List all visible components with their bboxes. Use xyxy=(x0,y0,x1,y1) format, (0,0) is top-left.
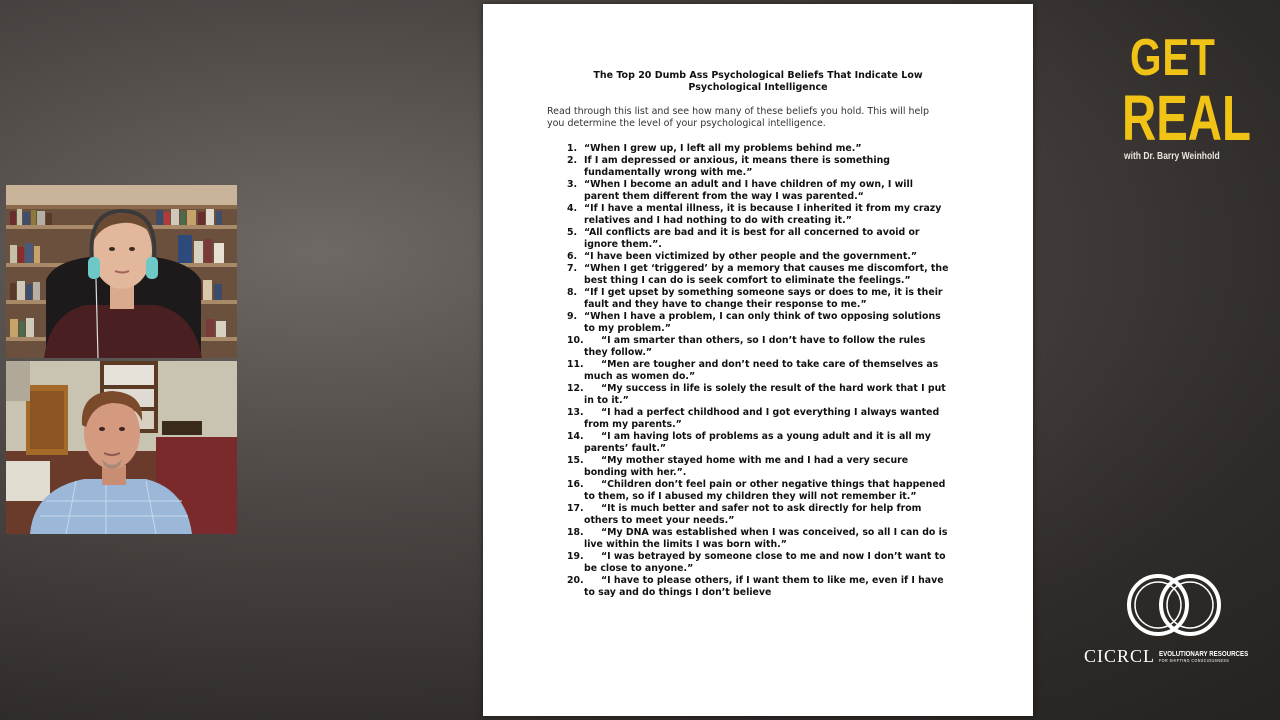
belief-text xyxy=(584,383,946,407)
belief-text xyxy=(584,575,944,599)
headphones-icon xyxy=(88,257,100,279)
document-slide xyxy=(483,4,1033,716)
belief-item xyxy=(567,551,977,575)
belief-text-line: in to it.” xyxy=(584,395,629,406)
belief-text-line: “When I become an adult and I have children of my own, I will xyxy=(584,179,913,190)
document-title xyxy=(483,70,1033,94)
belief-number: 3. xyxy=(567,179,578,190)
belief-text-line: “I have been victimized by other people and the government.” xyxy=(584,251,918,262)
belief-text-line: ignore them.”. xyxy=(584,239,662,250)
document-title-line-2: Psychological Intelligence xyxy=(688,82,828,93)
belief-text xyxy=(584,143,862,155)
man-video-frame xyxy=(6,361,237,534)
belief-text xyxy=(584,251,917,263)
belief-number: 10. xyxy=(567,335,584,346)
belief-text-line: “If I have a mental illness, it is because I inherited it from my crazy xyxy=(584,203,942,214)
org-name: CICRCL xyxy=(1084,646,1156,666)
document-intro-line-1: Read through this list and see how many of these beliefs you hold. This will help xyxy=(547,106,930,117)
belief-text-line: others to meet your needs.” xyxy=(584,515,735,526)
belief-text-line: from my parents.” xyxy=(584,419,682,430)
belief-number: 5. xyxy=(567,227,578,238)
belief-text-line: “Children don’t feel pain or other negative things that happened xyxy=(601,479,946,490)
belief-text-line: “When I have a problem, I can only think of two opposing solutions xyxy=(584,311,941,322)
belief-text-line: “My DNA was established when I was conceived, so all I can do is xyxy=(601,527,948,538)
belief-number: 11. xyxy=(567,359,584,370)
belief-text-line: live within the limits I was born with.” xyxy=(584,539,787,550)
belief-number: 15. xyxy=(567,455,584,466)
belief-text xyxy=(584,335,926,359)
belief-item xyxy=(567,311,977,335)
show-host-credit: with Dr. Barry Weinhold xyxy=(1124,151,1220,162)
belief-item xyxy=(567,407,977,431)
belief-text-line: “I am smarter than others, so I don’t have to follow the rules xyxy=(601,335,926,346)
belief-text-line: much as women do.” xyxy=(584,371,696,382)
belief-text-line: bonding with her.”. xyxy=(584,467,687,478)
belief-item xyxy=(567,431,977,455)
belief-text-line: parent them different from the way I was parented.“ xyxy=(584,191,864,202)
belief-text xyxy=(584,479,946,503)
belief-item xyxy=(567,227,977,251)
belief-item xyxy=(567,503,977,527)
belief-text xyxy=(584,407,940,431)
belief-number: 16. xyxy=(567,479,584,490)
belief-text-line: fault and they have to change their response to me.” xyxy=(584,299,867,310)
belief-item xyxy=(567,527,977,551)
belief-text-line: to say and do things I don’t believe xyxy=(584,587,772,598)
belief-text-line: “My success in life is solely the result of the hard work that I put xyxy=(601,383,946,394)
document-title-line-1: The Top 20 Dumb Ass Psychological Beliefs That Indicate Low xyxy=(593,70,923,81)
belief-text xyxy=(584,263,948,287)
belief-item xyxy=(567,203,977,227)
belief-text-line: to them, so if I abused my children they will not remember it.” xyxy=(584,491,917,502)
belief-text-line: to my problem.” xyxy=(584,323,671,334)
document-intro xyxy=(547,106,967,130)
belief-number: 7. xyxy=(567,263,578,274)
belief-item xyxy=(567,383,977,407)
belief-item xyxy=(567,143,977,155)
belief-text-line: “I have to please others, if I want them to like me, even if I have xyxy=(601,575,944,586)
belief-text-line: “I am having lots of problems as a young adult and it is all my xyxy=(601,431,931,442)
belief-text xyxy=(584,503,922,527)
belief-item xyxy=(567,455,977,479)
belief-number: 14. xyxy=(567,431,584,442)
belief-number: 8. xyxy=(567,287,578,298)
belief-item xyxy=(567,155,977,179)
belief-item xyxy=(567,263,977,287)
belief-text xyxy=(584,455,909,479)
belief-text xyxy=(584,431,931,455)
belief-item xyxy=(567,359,977,383)
belief-text xyxy=(584,203,941,227)
show-logo-real: REAL xyxy=(1122,82,1251,154)
belief-text-line: “I had a perfect childhood and I got everything I always wanted xyxy=(601,407,940,418)
belief-number: 4. xyxy=(567,203,578,214)
belief-text xyxy=(584,227,920,251)
document-intro-line-2: you determine the level of your psychological intelligence. xyxy=(547,118,826,129)
participant-man-video xyxy=(6,361,237,534)
belief-text-line: be close to anyone.” xyxy=(584,563,694,574)
belief-number: 1. xyxy=(567,143,578,154)
show-logo-get: GET xyxy=(1130,29,1216,87)
belief-text-line: If I am depressed or anxious, it means there is something xyxy=(584,155,890,166)
belief-number: 2. xyxy=(567,155,578,166)
belief-item xyxy=(567,575,977,599)
belief-text-line: “I was betrayed by someone close to me and now I don’t want to xyxy=(601,551,946,562)
belief-text-line: relatives and I had nothing to do with creating it.” xyxy=(584,215,852,226)
belief-number: 19. xyxy=(567,551,584,562)
circrl-rings-icon xyxy=(1120,570,1230,640)
belief-number: 13. xyxy=(567,407,584,418)
belief-item xyxy=(567,251,977,263)
belief-number: 6. xyxy=(567,251,578,262)
belief-text xyxy=(584,311,941,335)
belief-text-line: “When I get ‘triggered’ by a memory that causes me discomfort, the xyxy=(584,263,949,274)
belief-text-line: “My mother stayed home with me and I had a very secure xyxy=(601,455,909,466)
belief-text xyxy=(584,179,913,203)
belief-text xyxy=(584,155,890,179)
belief-text xyxy=(584,287,943,311)
belief-number: 9. xyxy=(567,311,578,322)
belief-text-line: they follow.” xyxy=(584,347,653,358)
belief-text-line: “Men are tougher and don’t need to take care of themselves as xyxy=(601,359,939,370)
belief-text-line: parents’ fault.” xyxy=(584,443,667,454)
org-tagline xyxy=(1159,649,1248,664)
belief-number: 12. xyxy=(567,383,584,394)
belief-text-line: “All conflicts are bad and it is best for all concerned to avoid or xyxy=(584,227,920,238)
belief-text xyxy=(584,359,939,383)
belief-text-line: fundamentally wrong with me.” xyxy=(584,167,753,178)
belief-item xyxy=(567,335,977,359)
beliefs-list xyxy=(567,143,977,599)
belief-number: 20. xyxy=(567,575,584,586)
org-tagline-line-2: FOR SHIFTING CONSCIOUSNESS xyxy=(1159,658,1230,663)
belief-text-line: “It is much better and safer not to ask directly for help from xyxy=(601,503,922,514)
belief-text xyxy=(584,527,948,551)
belief-number: 17. xyxy=(567,503,584,514)
belief-text-line: best thing I can do is seek comfort to eliminate the feelings.” xyxy=(584,275,911,286)
belief-item xyxy=(567,479,977,503)
belief-text xyxy=(584,551,946,575)
belief-text-line: “If I get upset by something someone says or does to me, it is their xyxy=(584,287,943,298)
org-tagline-line-1: EVOLUTIONARY RESOURCES xyxy=(1159,649,1249,658)
participant-woman-video xyxy=(6,185,237,358)
belief-item xyxy=(567,287,977,311)
belief-item xyxy=(567,179,977,203)
woman-video-frame xyxy=(6,185,237,358)
belief-number: 18. xyxy=(567,527,584,538)
belief-text-line: “When I grew up, I left all my problems behind me.” xyxy=(584,143,862,154)
